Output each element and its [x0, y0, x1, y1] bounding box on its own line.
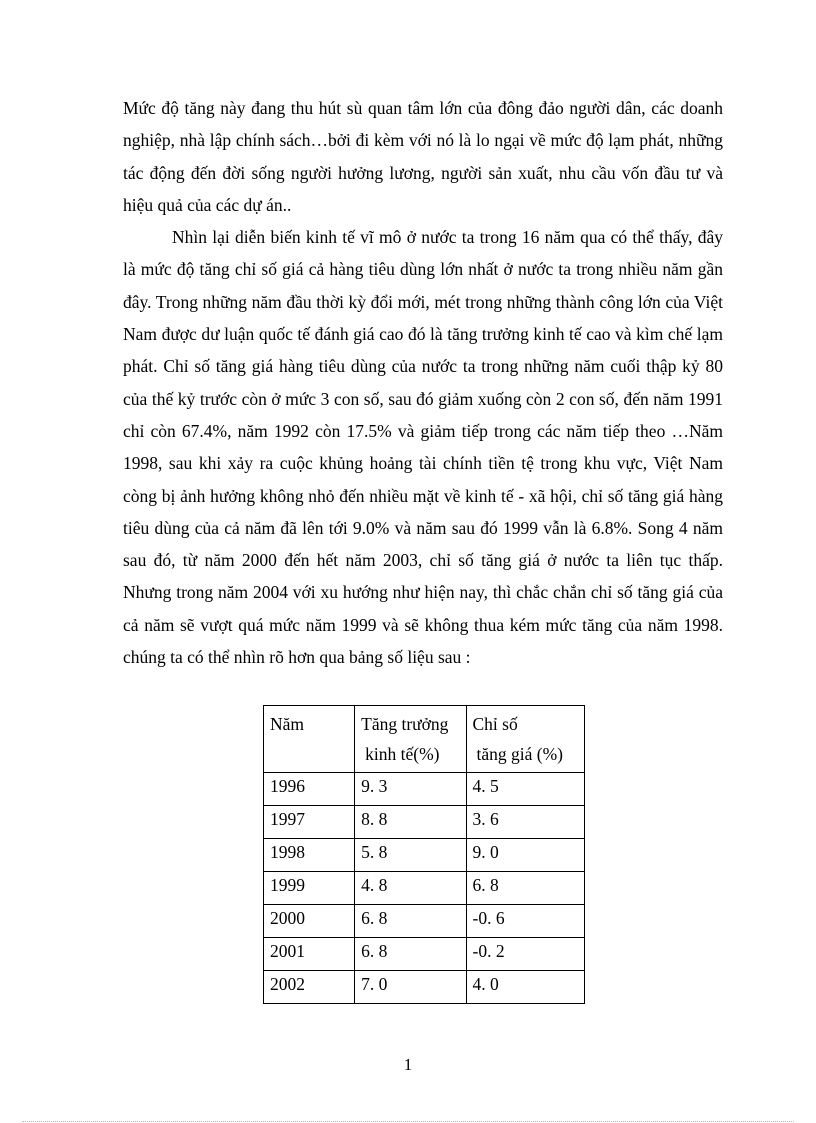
table-row [264, 806, 585, 839]
cell-cpi: 3. 6 [466, 806, 585, 839]
cell-year: 1997 [264, 806, 355, 839]
header-cpi-line1: Chỉ số [472, 714, 518, 734]
page-number: 1 [403, 1055, 413, 1074]
cell-growth: 6. 8 [355, 905, 466, 938]
cell-cpi: 9. 0 [466, 839, 585, 872]
body-text [123, 92, 723, 673]
table-header-row [264, 706, 585, 773]
table-row [264, 971, 585, 1004]
table-row [264, 839, 585, 872]
cell-growth: 9. 3 [355, 773, 466, 806]
cell-growth: 8. 8 [355, 806, 466, 839]
cell-cpi: -0. 6 [466, 905, 585, 938]
header-cpi-line2: tăng giá (%) [476, 744, 563, 764]
paragraph-intro: Mức độ tăng này đang thu hút sù quan tâm lớn của đông đảo người dân, các doanh nghiệp, nhà lập chính sách…bởi đi kèm với nó là lo ngại về mức độ lạm phát, những tác động đến đời sống người hưởng lương, người sản xuất, nhu cầu vốn đầu tư và hiệu quả của các dự án.. [123, 98, 723, 215]
cell-cpi: 6. 8 [466, 872, 585, 905]
cell-cpi: 4. 0 [466, 971, 585, 1004]
header-growth-line1: Tăng trưởng [361, 714, 449, 734]
header-year-label: Năm [270, 714, 305, 734]
header-cpi [466, 706, 585, 773]
table-row [264, 773, 585, 806]
cell-year: 1999 [264, 872, 355, 905]
growth-inflation-table [263, 705, 585, 1004]
page-bottom-divider [22, 1121, 794, 1122]
table-row [264, 872, 585, 905]
cell-year: 2002 [264, 971, 355, 1004]
table-row [264, 905, 585, 938]
cell-year: 1996 [264, 773, 355, 806]
header-year [264, 706, 355, 773]
table-row [264, 938, 585, 971]
cell-growth: 6. 8 [355, 938, 466, 971]
paragraph-analysis: Nhìn lại diễn biến kinh tế vĩ mô ở nước ta trong 16 năm qua có thể thấy, đây là mức độ tăng chỉ số giá cả hàng tiêu dùng lớn nhất ở nước ta trong nhiều năm gần đây. Trong những năm đầu thời kỳ đổi mới, mét trong những thành công lớn của Việt Nam được dư luận quốc tế đánh giá cao đó là tăng trưởng kinh tế cao và kìm chế lạm phát. Chỉ số tăng giá hàng tiêu dùng của nước ta trong những năm cuối thập kỷ 80 của thế kỷ trước còn ở mức 3 con số, sau đó giảm xuống còn 2 con số, đến năm 1991 chỉ còn 67.4%, năm 1992 còn 17.5% và giảm tiếp trong các năm tiếp theo …Năm 1998, sau khi xảy ra cuộc khủng hoảng tài chính tiền tệ trong khu vực, Việt Nam còng bị ảnh hưởng không nhỏ đến nhiều mặt về kinh tế - xã hội, chỉ số tăng giá hàng tiêu dùng của cả năm đã lên tới 9.0% và năm sau đó 1999 vẫn là 6.8%. Song 4 năm sau đó, từ năm 2000 đến hết năm 2003, chỉ số tăng giá ở nước ta liên tục thấp. Nhưng trong năm 2004 với xu hướng như hiện nay, thì chắc chắn chỉ số tăng giá của cả năm sẽ vượt quá mức năm 1999 và sẽ không thua kém mức tăng của năm 1998. chúng ta có thể nhìn rõ hơn qua bảng số liệu sau : [123, 227, 723, 668]
cell-year: 2000 [264, 905, 355, 938]
header-growth-line2: kinh tế(%) [365, 744, 440, 764]
cell-growth: 7. 0 [355, 971, 466, 1004]
cell-cpi: -0. 2 [466, 938, 585, 971]
header-growth [355, 706, 466, 773]
cell-growth: 5. 8 [355, 839, 466, 872]
cell-year: 2001 [264, 938, 355, 971]
cell-growth: 4. 8 [355, 872, 466, 905]
cell-cpi: 4. 5 [466, 773, 585, 806]
cell-year: 1998 [264, 839, 355, 872]
